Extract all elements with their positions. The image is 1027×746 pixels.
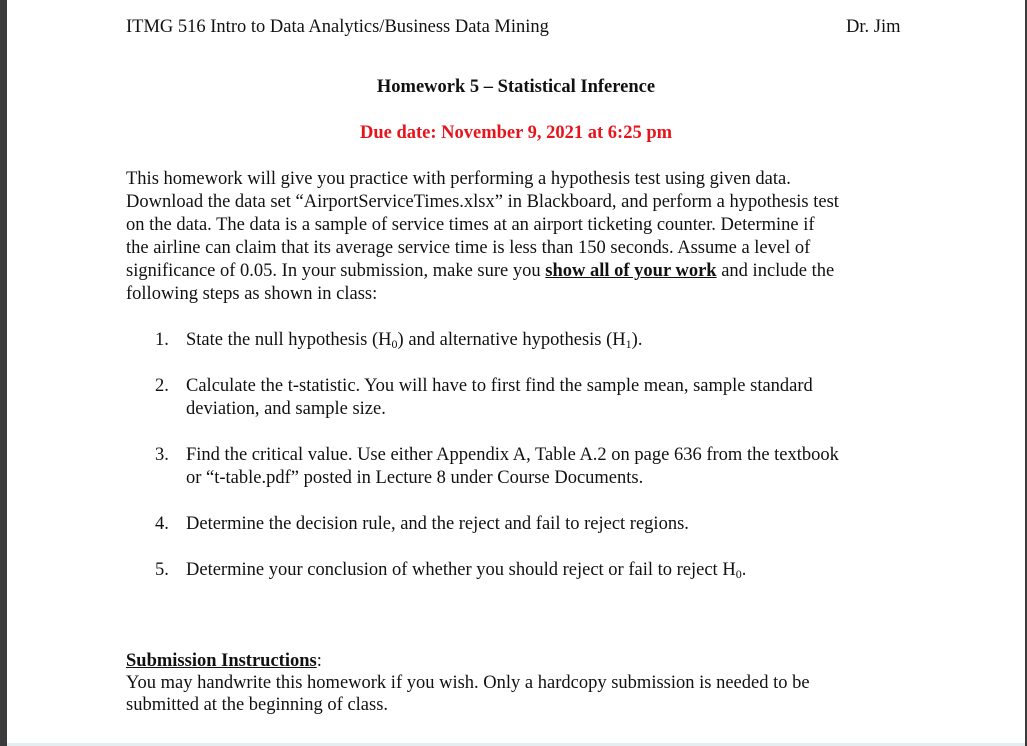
submission-heading: Submission Instructions:	[126, 651, 322, 671]
step-text: Determine your conclusion of whether you should reject or fail to reject $H_0$.	[186, 560, 747, 581]
step-number: 5.	[155, 560, 169, 580]
intro-line: the airline can claim that its average service time is less than 150 seconds. Assume a level of	[126, 238, 811, 258]
intro-line: on the data. The data is a sample of service times at an airport ticketing counter. Determine if	[126, 215, 815, 235]
intro-line: Download the data set “AirportServiceTimes.xlsx” in Blackboard, and perform a hypothesis test	[126, 192, 839, 212]
step-number: 3.	[155, 445, 169, 465]
document-page	[7, 0, 1025, 743]
step-text: State the null hypothesis $(H_0)$ and alternative hypothesis $(H_1)$.	[186, 330, 643, 351]
submission-instructions: You may handwrite this homework if you wish. Only a hardcopy submission is needed to be submitted at the beginning of class.	[126, 673, 810, 715]
intro-text: significance of 0.05. In your submission, make sure you	[126, 261, 546, 281]
step-text: Find the critical value. Use either Appendix A, Table A.2 on page 636 from the textbook or “t-table.pdf” posted in Lecture 8 under Course Documents.	[186, 445, 839, 488]
due-date: Due date: November 9, 2021 at 6:25 pm	[359, 123, 673, 143]
intro-line: This homework will give you practice with performing a hypothesis test using given data.	[126, 169, 791, 189]
instructor-header: Dr. Jim	[846, 17, 901, 37]
viewer-left-border	[0, 0, 7, 746]
page-title: Homework 5 – Statistical Inference	[376, 77, 656, 97]
step-text: Determine the decision rule, and the reject and fail to reject regions.	[186, 514, 689, 534]
course-header: ITMG 516 Intro to Data Analytics/Business Data Mining	[126, 17, 549, 37]
intro-paragraph	[126, 168, 916, 306]
emphasis-text: show all of your work	[545, 261, 717, 281]
step-number: 2.	[155, 376, 169, 396]
step-number: 1.	[155, 330, 169, 350]
intro-line: following steps as shown in class:	[126, 284, 378, 304]
intro-line	[126, 260, 916, 283]
step-text: Calculate the t-statistic. You will have to first find the sample mean, sample standard deviation, and sample size.	[186, 376, 813, 419]
intro-text: and include the	[716, 261, 835, 281]
step-number: 4.	[155, 514, 169, 534]
